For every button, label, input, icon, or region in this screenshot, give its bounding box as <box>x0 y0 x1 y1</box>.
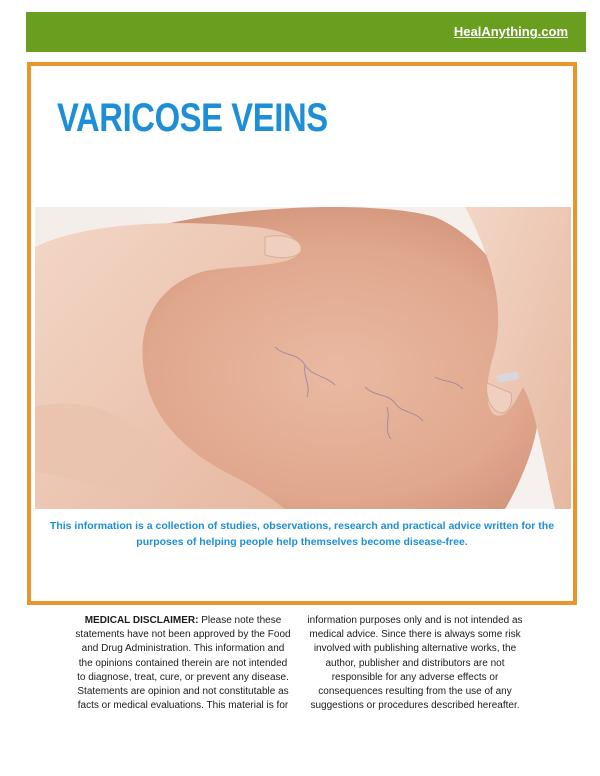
cover-frame <box>27 62 577 605</box>
disclaimer-right-column <box>306 614 524 713</box>
leg-photo <box>35 207 571 509</box>
site-link[interactable]: HealAnything.com <box>453 24 568 39</box>
header-bar <box>26 12 586 52</box>
disclaimer-right-text: information purposes only and is not intended as medical advice. Since there is always some risk involved with publishing alternative works, the author, publisher and distributors are not responsible for any adverse effects or consequences resulting from the use of any suggestions or procedures described hereafter. <box>307 615 523 712</box>
leg-photo-illustration <box>35 207 571 509</box>
disclaimer-left-column <box>74 614 292 713</box>
disclaimer-label: MEDICAL DISCLAIMER: <box>84 615 199 626</box>
page-title: VARICOSE VEINS <box>57 96 328 140</box>
tagline: This information is a collection of studies, observations, research and practical advice written for the purposes of helping people help themselves become disease-free. <box>49 520 555 548</box>
disclaimer-left-text: Please note these statements have not been approved by the Food and Drug Administration. This information and the opinions contained therein are not intended to diagnose, treat, cure, or prevent any disease. Statements are opinion and not constitutable as facts or medical evaluations. This material is for <box>75 615 291 712</box>
